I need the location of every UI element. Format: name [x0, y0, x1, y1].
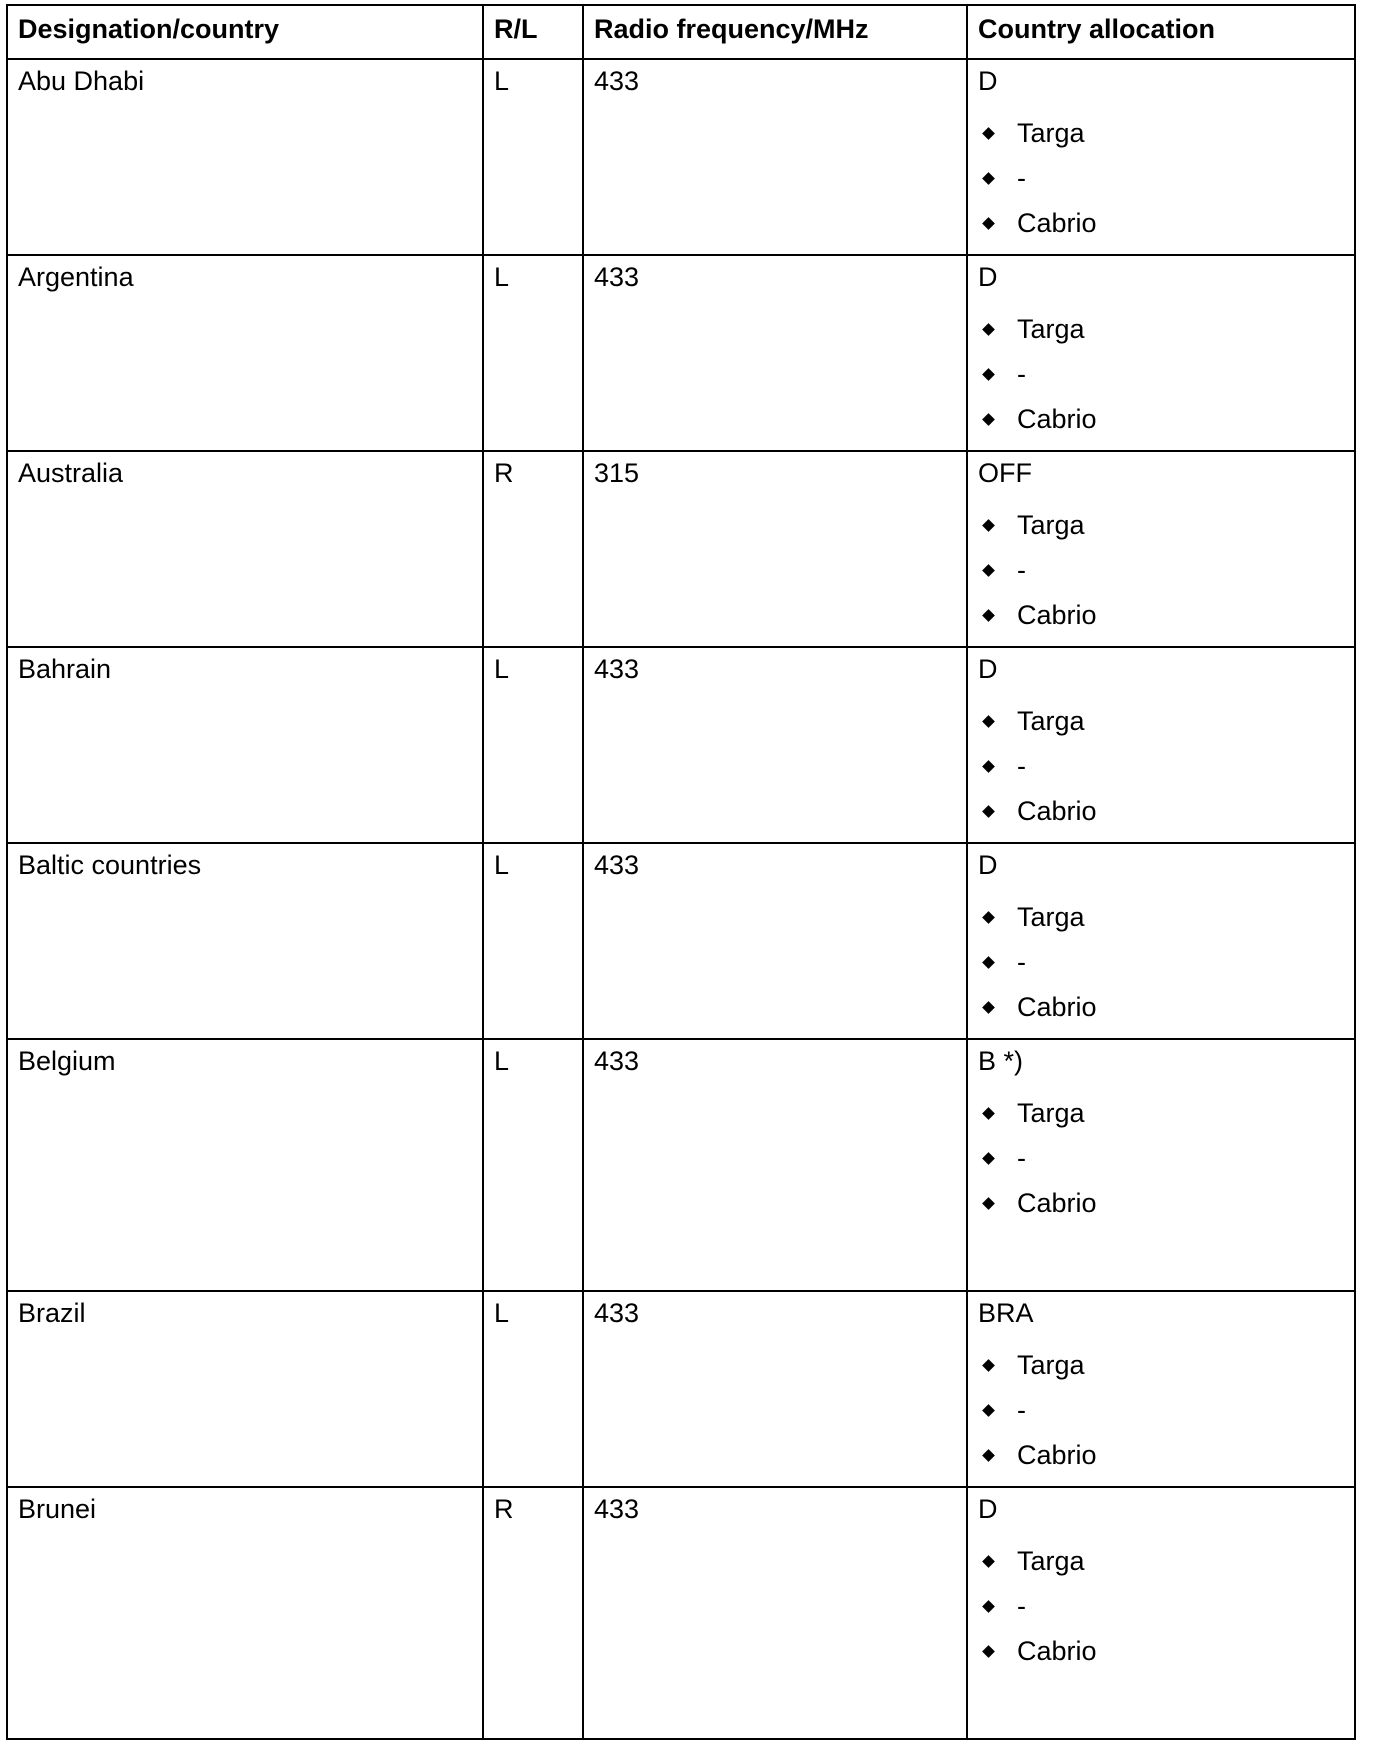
diamond-bullet-icon	[982, 323, 995, 336]
variant-item	[978, 600, 1346, 630]
diamond-bullet-icon	[982, 1107, 995, 1120]
country-cell: Australia	[7, 451, 483, 647]
diamond-bullet-icon	[982, 368, 995, 381]
frequency-cell: 433	[583, 647, 967, 843]
rl-cell: R	[483, 1487, 583, 1739]
table-row	[7, 59, 1355, 255]
variant-item	[978, 902, 1346, 932]
diamond-bullet-icon	[982, 1449, 995, 1462]
variant-list	[978, 1350, 1346, 1470]
variant-label: Targa	[1017, 706, 1085, 736]
variant-item	[978, 706, 1346, 736]
diamond-bullet-icon	[982, 911, 995, 924]
variant-label: Targa	[1017, 118, 1085, 148]
variant-item	[978, 1440, 1346, 1470]
diamond-bullet-icon	[982, 413, 995, 426]
allocation-cell	[967, 59, 1355, 255]
variant-item	[978, 947, 1346, 977]
variant-label: -	[1017, 947, 1026, 977]
variant-label: Targa	[1017, 510, 1085, 540]
country-cell: Bahrain	[7, 647, 483, 843]
variant-item	[978, 118, 1346, 148]
rl-cell: L	[483, 647, 583, 843]
variant-label: Cabrio	[1017, 1440, 1097, 1470]
allocation-code: BRA	[978, 1298, 1034, 1328]
country-allocation-table	[6, 4, 1356, 1740]
variant-label: Targa	[1017, 1350, 1085, 1380]
allocation-code: B *)	[978, 1046, 1024, 1076]
table-row	[7, 1039, 1355, 1291]
country-cell: Argentina	[7, 255, 483, 451]
diamond-bullet-icon	[982, 956, 995, 969]
variant-item	[978, 1546, 1346, 1576]
variant-item	[978, 314, 1346, 344]
frequency-cell: 315	[583, 451, 967, 647]
allocation-cell	[967, 1487, 1355, 1739]
variant-label: -	[1017, 359, 1026, 389]
diamond-bullet-icon	[982, 172, 995, 185]
table-row	[7, 843, 1355, 1039]
variant-label: Cabrio	[1017, 1636, 1097, 1666]
variant-item	[978, 555, 1346, 585]
allocation-code: D	[978, 66, 998, 96]
rl-cell: L	[483, 843, 583, 1039]
variant-list	[978, 314, 1346, 434]
variant-label: Targa	[1017, 1546, 1085, 1576]
variant-label: Cabrio	[1017, 404, 1097, 434]
frequency-cell: 433	[583, 255, 967, 451]
allocation-cell	[967, 451, 1355, 647]
variant-item	[978, 1636, 1346, 1666]
variant-label: Cabrio	[1017, 1188, 1097, 1218]
rl-cell: L	[483, 255, 583, 451]
variant-label: -	[1017, 1395, 1026, 1425]
variant-item	[978, 1591, 1346, 1621]
allocation-code: D	[978, 262, 998, 292]
variant-item	[978, 796, 1346, 826]
allocation-code: D	[978, 850, 998, 880]
variant-label: Cabrio	[1017, 992, 1097, 1022]
variant-label: Targa	[1017, 1098, 1085, 1128]
allocation-cell	[967, 647, 1355, 843]
country-cell: Abu Dhabi	[7, 59, 483, 255]
table-row	[7, 1291, 1355, 1487]
frequency-cell: 433	[583, 59, 967, 255]
table-row	[7, 1487, 1355, 1739]
header-allocation: Country allocation	[967, 5, 1355, 59]
variant-list	[978, 510, 1346, 630]
table-row	[7, 647, 1355, 843]
allocation-code: OFF	[978, 458, 1032, 488]
variant-list	[978, 706, 1346, 826]
country-cell: Baltic countries	[7, 843, 483, 1039]
frequency-cell: 433	[583, 843, 967, 1039]
country-cell: Brunei	[7, 1487, 483, 1739]
variant-label: -	[1017, 163, 1026, 193]
diamond-bullet-icon	[982, 519, 995, 532]
header-designation: Designation/country	[7, 5, 483, 59]
allocation-code: D	[978, 654, 998, 684]
diamond-bullet-icon	[982, 127, 995, 140]
variant-label: -	[1017, 555, 1026, 585]
frequency-cell: 433	[583, 1039, 967, 1291]
variant-list	[978, 118, 1346, 238]
allocation-cell	[967, 843, 1355, 1039]
country-allocation-table-container	[6, 4, 1354, 1740]
variant-label: -	[1017, 751, 1026, 781]
allocation-cell	[967, 1039, 1355, 1291]
variant-item	[978, 1098, 1346, 1128]
table-row	[7, 451, 1355, 647]
variant-item	[978, 1143, 1346, 1173]
variant-label: -	[1017, 1591, 1026, 1621]
diamond-bullet-icon	[982, 1555, 995, 1568]
variant-item	[978, 404, 1346, 434]
header-frequency: Radio frequency/MHz	[583, 5, 967, 59]
variant-label: -	[1017, 1143, 1026, 1173]
diamond-bullet-icon	[982, 609, 995, 622]
variant-item	[978, 751, 1346, 781]
table-row	[7, 255, 1355, 451]
variant-item	[978, 510, 1346, 540]
diamond-bullet-icon	[982, 217, 995, 230]
variant-item	[978, 1395, 1346, 1425]
frequency-cell: 433	[583, 1487, 967, 1739]
variant-list	[978, 902, 1346, 1022]
variant-label: Cabrio	[1017, 600, 1097, 630]
table-header-row	[7, 5, 1355, 59]
header-rl: R/L	[483, 5, 583, 59]
diamond-bullet-icon	[982, 1600, 995, 1613]
variant-item	[978, 163, 1346, 193]
diamond-bullet-icon	[982, 1152, 995, 1165]
diamond-bullet-icon	[982, 1001, 995, 1014]
variant-label: Targa	[1017, 314, 1085, 344]
allocation-cell	[967, 1291, 1355, 1487]
allocation-code: D	[978, 1494, 998, 1524]
diamond-bullet-icon	[982, 1197, 995, 1210]
variant-item	[978, 359, 1346, 389]
diamond-bullet-icon	[982, 564, 995, 577]
variant-list	[978, 1098, 1346, 1218]
rl-cell: L	[483, 1291, 583, 1487]
variant-list	[978, 1546, 1346, 1666]
diamond-bullet-icon	[982, 1645, 995, 1658]
country-cell: Belgium	[7, 1039, 483, 1291]
diamond-bullet-icon	[982, 715, 995, 728]
rl-cell: L	[483, 1039, 583, 1291]
variant-item	[978, 1350, 1346, 1380]
variant-label: Targa	[1017, 902, 1085, 932]
rl-cell: L	[483, 59, 583, 255]
diamond-bullet-icon	[982, 805, 995, 818]
diamond-bullet-icon	[982, 1359, 995, 1372]
country-cell: Brazil	[7, 1291, 483, 1487]
rl-cell: R	[483, 451, 583, 647]
diamond-bullet-icon	[982, 1404, 995, 1417]
diamond-bullet-icon	[982, 760, 995, 773]
variant-label: Cabrio	[1017, 796, 1097, 826]
variant-label: Cabrio	[1017, 208, 1097, 238]
frequency-cell: 433	[583, 1291, 967, 1487]
variant-item	[978, 992, 1346, 1022]
allocation-cell	[967, 255, 1355, 451]
variant-item	[978, 208, 1346, 238]
variant-item	[978, 1188, 1346, 1218]
